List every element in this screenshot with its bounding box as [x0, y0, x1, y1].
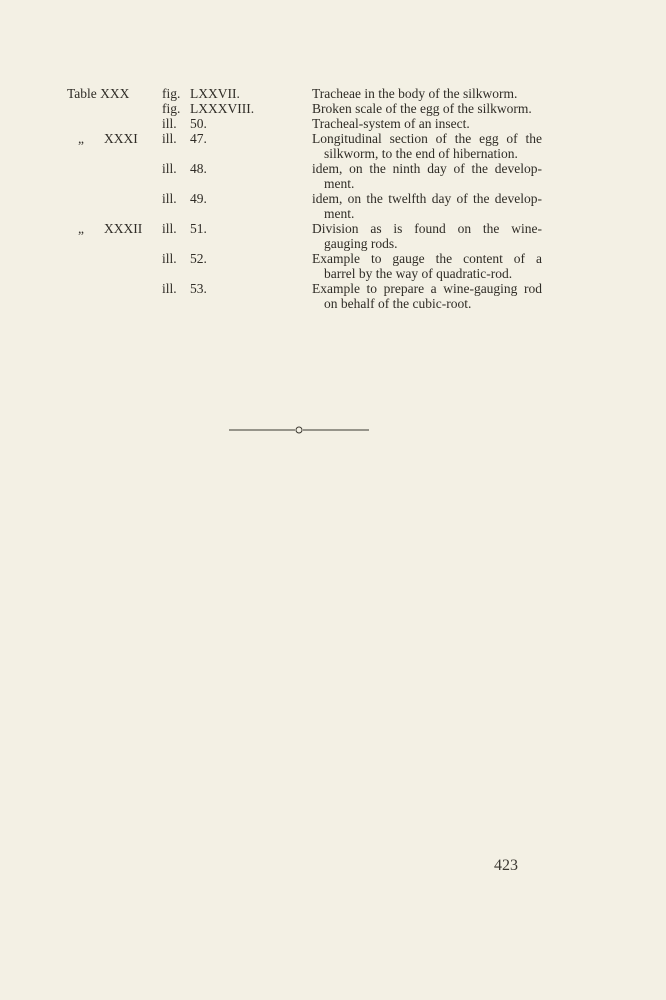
item-description	[312, 191, 542, 221]
item-kind: fig.	[162, 101, 181, 116]
illustration-list	[0, 86, 666, 311]
description-line: idem, on the twelfth day of the develop-	[312, 191, 542, 206]
description-line: Tracheal-system of an insect.	[312, 116, 470, 131]
list-row	[0, 191, 666, 221]
list-row	[0, 101, 666, 116]
section-end-ornament	[229, 424, 369, 436]
list-row	[0, 221, 666, 251]
description-line: Tracheae in the body of the silkworm.	[312, 86, 518, 101]
list-row	[0, 281, 666, 311]
item-description	[312, 116, 542, 131]
item-number: LXXVII.	[190, 86, 240, 101]
description-continuation: gauging rods.	[324, 236, 398, 251]
ditto-mark: „	[78, 221, 84, 236]
table-numeral: XXXII	[104, 221, 143, 236]
item-kind: fig.	[162, 86, 181, 101]
item-kind: ill.	[162, 221, 177, 236]
item-number: LXXXVIII.	[190, 101, 255, 116]
item-kind: ill.	[162, 161, 177, 176]
item-kind: ill.	[162, 251, 177, 266]
description-line: Longitudinal section of the egg of the	[312, 131, 542, 146]
item-kind: ill.	[162, 281, 177, 296]
item-description	[312, 86, 542, 101]
item-description	[312, 221, 542, 251]
list-row	[0, 86, 666, 101]
item-description	[312, 281, 542, 311]
description-continuation: ment.	[324, 206, 355, 221]
list-row	[0, 131, 666, 161]
item-description	[312, 101, 542, 116]
item-description	[312, 161, 542, 191]
description-continuation: ment.	[324, 176, 355, 191]
item-kind: ill.	[162, 191, 177, 206]
item-number: 48.	[190, 161, 207, 176]
description-continuation: barrel by the way of quadratic-rod.	[324, 266, 513, 281]
item-number: 50.	[190, 116, 207, 131]
ditto-mark: „	[78, 131, 84, 146]
list-row	[0, 251, 666, 281]
page-number: 423	[494, 857, 518, 874]
description-line: Example to prepare a wine-gauging rod	[312, 281, 542, 296]
item-kind: ill.	[162, 116, 177, 131]
description-line: Broken scale of the egg of the silkworm.	[312, 101, 532, 116]
list-row	[0, 161, 666, 191]
item-description	[312, 131, 542, 161]
item-number: 51.	[190, 221, 207, 236]
ornament-circle	[296, 427, 302, 433]
description-line: Example to gauge the content of a	[312, 251, 542, 266]
description-line: Division as is found on the wine-	[312, 221, 542, 236]
table-numeral: XXXI	[104, 131, 138, 146]
description-continuation: silkworm, to the end of hibernation.	[324, 146, 518, 161]
description-continuation: on behalf of the cubic-root.	[324, 296, 472, 311]
item-number: 52.	[190, 251, 207, 266]
item-kind: ill.	[162, 131, 177, 146]
description-line: idem, on the ninth day of the develop-	[312, 161, 542, 176]
item-number: 49.	[190, 191, 207, 206]
list-row	[0, 116, 666, 131]
table-label: Table XXX	[67, 86, 130, 101]
item-number: 53.	[190, 281, 207, 296]
item-description	[312, 251, 542, 281]
item-number: 47.	[190, 131, 207, 146]
